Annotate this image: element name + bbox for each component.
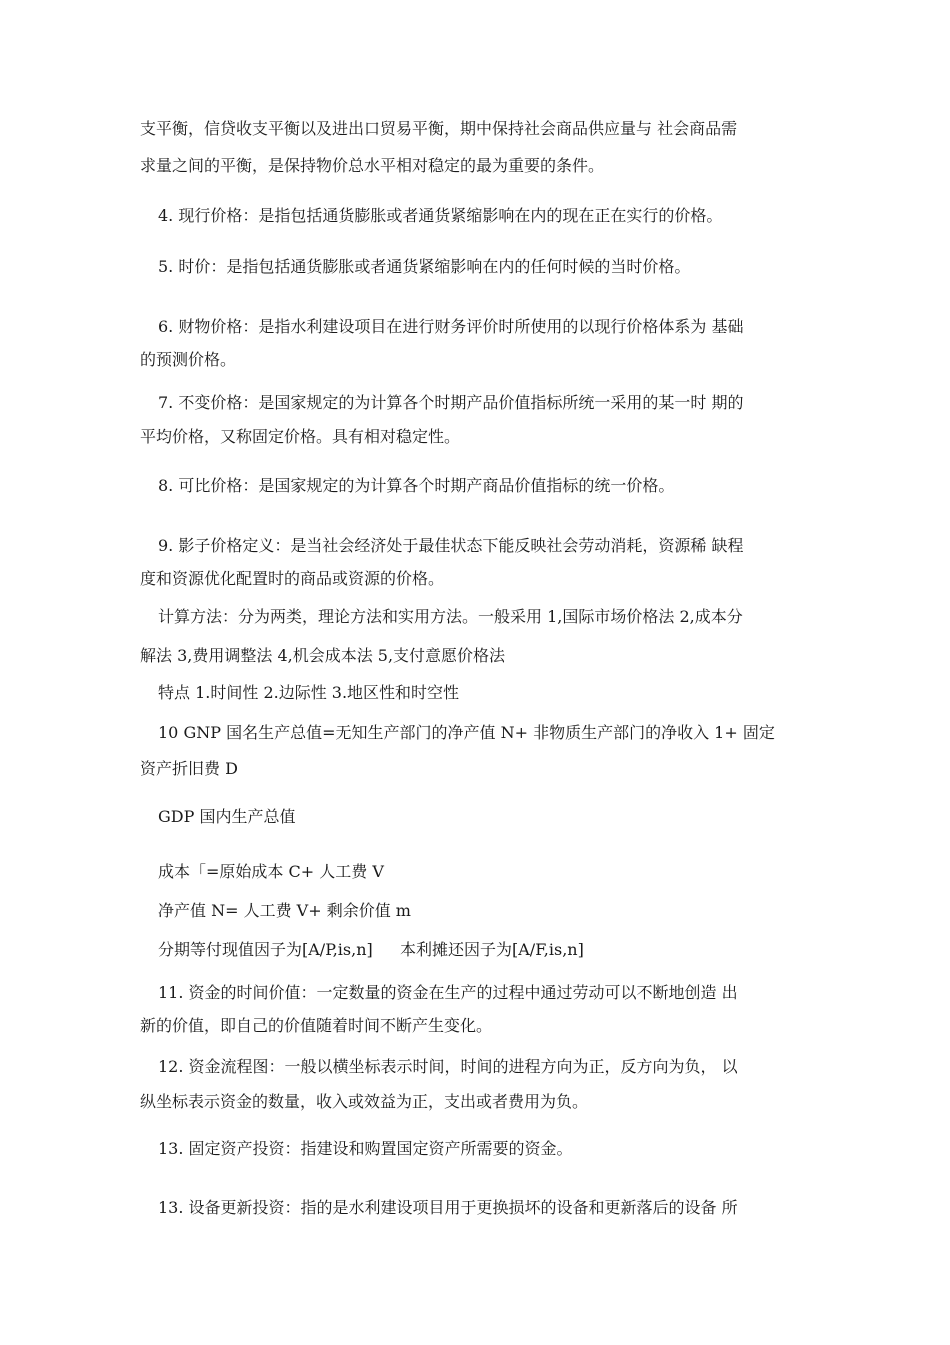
- text-line: 成本「=原始成本 C+ 人工费 V: [158, 862, 384, 881]
- text-line: 的预测价格。: [140, 350, 237, 369]
- text-line: 新的价值，即自己的价值随着时间不断产生变化。: [140, 1016, 493, 1035]
- text-line: 支平衡，信贷收支平衡以及进出口贸易平衡，期中保持社会商品供应量与 社会商品需: [140, 119, 738, 138]
- text-line: 资产折旧费 D: [140, 759, 238, 778]
- text-line: 8. 可比价格：是国家规定的为计算各个时期产商品价值指标的统一价格。: [158, 476, 675, 495]
- text-line: 度和资源优化配置时的商品或资源的价格。: [140, 569, 445, 588]
- text-line: 纵坐标表示资金的数量，收入或效益为正，支出或者费用为负。: [140, 1092, 589, 1111]
- text-line: 7. 不变价格：是国家规定的为计算各个时期产品价值指标所统一采用的某一时 期的: [158, 393, 744, 412]
- text-line: 13. 设备更新投资：指的是水利建设项目用于更换损坏的设备和更新落后的设备 所: [158, 1198, 738, 1217]
- text-line: 分期等付现值因子为[A/P,is,n]: [158, 940, 373, 959]
- text-line: GDP 国内生产总值: [158, 807, 296, 826]
- text-line: 求量之间的平衡，是保持物价总水平相对稳定的最为重要的条件。: [140, 156, 605, 175]
- text-line: 13. 固定资产投资：指建设和购置国定资产所需要的资金。: [158, 1139, 573, 1158]
- text-line: 6. 财物价格：是指水利建设项目在进行财务评价时所使用的以现行价格体系为 基础: [158, 317, 744, 336]
- text-line: 平均价格，又称固定价格。具有相对稳定性。: [140, 427, 461, 446]
- text-line: 10 GNP 国名生产总值=无知生产部门的净产值 N+ 非物质生产部门的净收入 1+ 固定: [158, 723, 775, 742]
- text-line: 4. 现行价格：是指包括通货膨胀或者通货紧缩影响在内的现在正在实行的价格。: [158, 206, 723, 225]
- text-line: 计算方法：分为两类，理论方法和实用方法。一般采用 1,国际市场价格法 2,成本分: [158, 607, 743, 626]
- text-line: 5. 时价：是指包括通货膨胀或者通货紧缩影响在内的任何时候的当时价格。: [158, 257, 691, 276]
- text-line: 12. 资金流程图：一般以横坐标表示时间，时间的进程方向为正，反方向为负， 以: [158, 1057, 738, 1076]
- text-line: 净产值 N= 人工费 V+ 剩余价值 m: [158, 901, 411, 920]
- text-line: 本利摊还因子为[A/F,is,n]: [400, 940, 584, 959]
- text-line: 11. 资金的时间价值：一定数量的资金在生产的过程中通过劳动可以不断地创造 出: [158, 983, 738, 1002]
- text-line: 特点 1.时间性 2.边际性 3.地区性和时空性: [158, 683, 460, 702]
- text-line: 9. 影子价格定义：是当社会经济处于最佳状态下能反映社会劳动消耗，资源稀 缺程: [158, 536, 744, 555]
- text-line: 解法 3,费用调整法 4,机会成本法 5,支付意愿价格法: [140, 646, 506, 665]
